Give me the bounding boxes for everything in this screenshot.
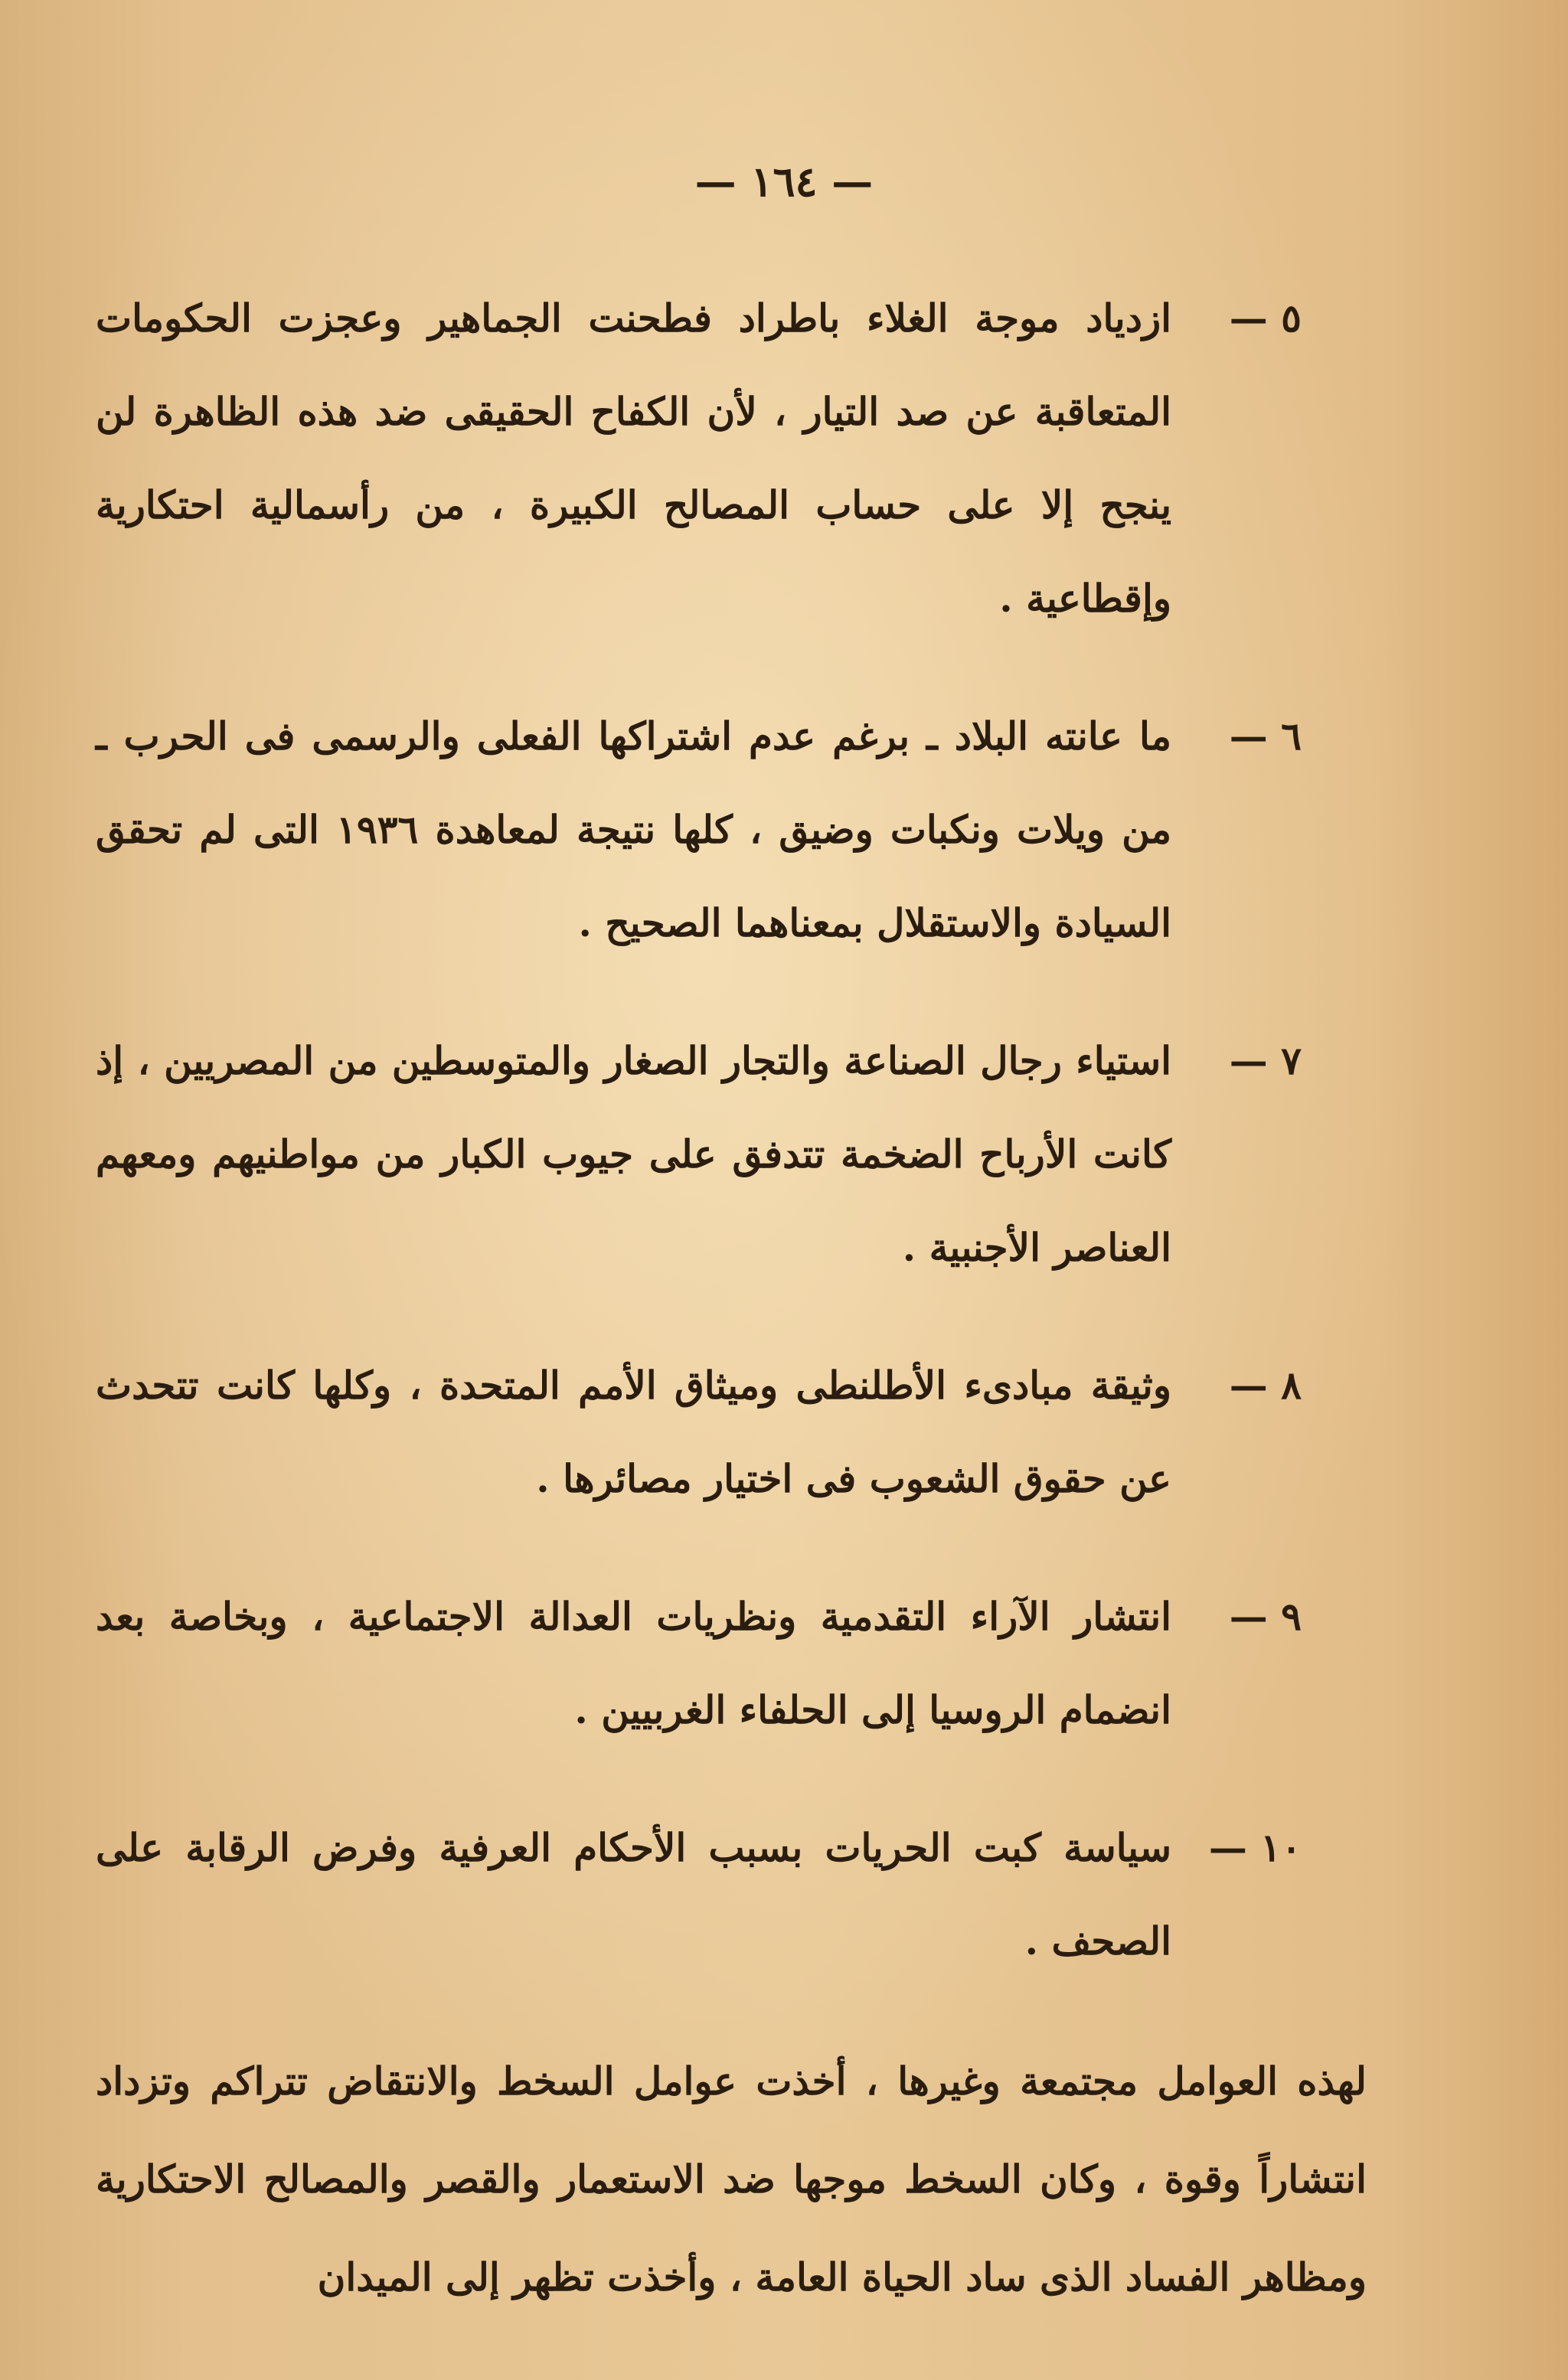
list-item-number: ٧ —	[1229, 1038, 1302, 1083]
list-item-number: ٥ —	[1229, 295, 1302, 341]
list-item-number: ١٠ —	[1208, 1825, 1302, 1870]
page-body	[96, 272, 1367, 2326]
list-item-number: ٨ —	[1229, 1363, 1302, 1408]
list-item-7	[96, 1014, 1302, 1294]
list-item-number: ٦ —	[1229, 713, 1302, 759]
list-item-number: ٩ —	[1229, 1594, 1302, 1639]
list-item-text: ما عانته البلاد ـ برغم عدم اشتراكها الفعلى والرسمى فى الحرب ـ من ويلات ونكبات وضيق ، كلها نتيجة لمعاهدة ١٩٣٦ التى لم تحقق السيادة والاستقلال بمعناهما الصحيح .	[96, 713, 1171, 945]
list-item-text: استياء رجال الصناعة والتجار الصغار والمتوسطين من المصريين ، إذ كانت الأرباح الضخمة تتدفق على جيوب الكبار من مواطنيهم ومعهم العناصر الأجنبية .	[96, 1038, 1171, 1270]
list-item-text: سياسة كبت الحريات بسبب الأحكام العرفية وفرض الرقابة على الصحف .	[96, 1825, 1171, 1964]
list-item-text: ازدياد موجة الغلاء باطراد فطحنت الجماهير وعجزت الحكومات المتعاقبة عن صد التيار ، لأن الكفاح الحقيقى ضد هذه الظاهرة لن ينجح إلا على حساب المصالح الكبيرة ، من رأسمالية احتكارية وإقطاعية .	[96, 295, 1171, 621]
list-item-text: وثيقة مبادىء الأطلنطى وميثاق الأمم المتحدة ، وكلها كانت تتحدث عن حقوق الشعوب فى اختيار مصائرها .	[96, 1363, 1171, 1501]
closing-paragraph: لهذه العوامل مجتمعة وغيرها ، أخذت عوامل السخط والانتقاض تتراكم وتزداد انتشاراً وقوة ، وكان السخط موجها ضد الاستعمار والقصر والمصالح الاحتكارية ومظاهر الفساد الذى ساد الحياة العامة ، وأخذت تظهر إلى الميدان	[96, 2058, 1367, 2300]
list-item-5	[96, 272, 1302, 645]
list-item-9	[96, 1570, 1302, 1757]
list-item-text: انتشار الآراء التقدمية ونظريات العدالة الاجتماعية ، وبخاصة بعد انضمام الروسيا إلى الحلفاء الغربيين .	[96, 1594, 1171, 1732]
list-item-10	[96, 1801, 1302, 1988]
page-number: — ١٦٤ —	[694, 157, 874, 206]
list-item-6	[96, 690, 1302, 970]
list-item-8	[96, 1339, 1302, 1526]
